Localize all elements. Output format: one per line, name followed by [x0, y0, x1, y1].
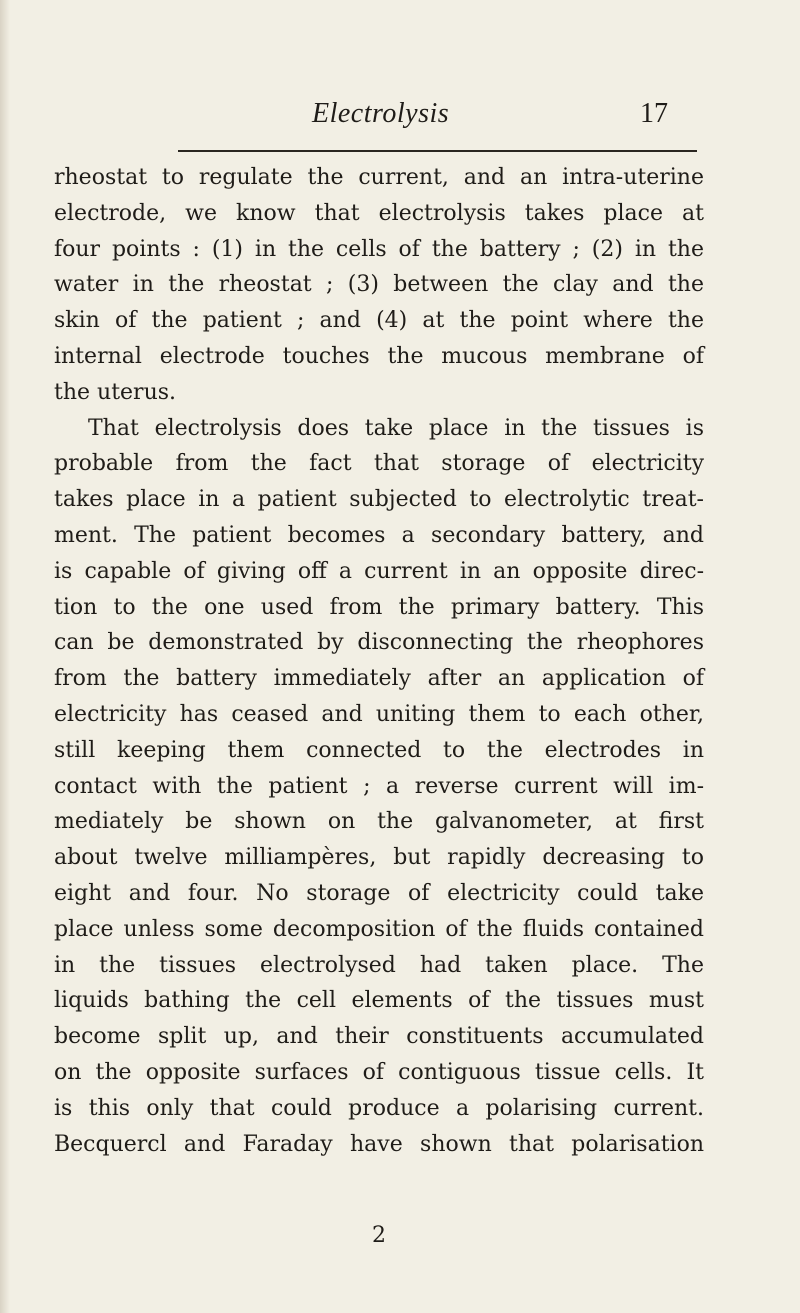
text-line: water in the rheostat ; (3) between the clay and the — [54, 272, 704, 298]
running-title: Electrolysis — [312, 98, 450, 129]
text-line: mediately be shown on the galvanometer, at first — [54, 809, 704, 835]
page-header — [0, 96, 800, 136]
text-line: takes place in a patient subjected to electrolytic treat- — [54, 487, 704, 513]
text-line: Becquercl and Faraday have shown that polarisation — [54, 1131, 704, 1157]
text-line: electricity has ceased and uniting them to each other, — [54, 701, 704, 727]
text-line: can be demonstrated by disconnecting the rheophores — [54, 630, 704, 656]
signature-mark: 2 — [372, 1223, 386, 1248]
text-line: about twelve milliampères, but rapidly decreasing to — [54, 845, 704, 871]
text-line: become split up, and their constituents accumulated — [54, 1024, 704, 1050]
text-line: liquids bathing the cell elements of the tissues must — [54, 988, 704, 1014]
text-line: the uterus. — [54, 379, 177, 405]
text-line: skin of the patient ; and (4) at the point where the — [54, 308, 704, 334]
text-line: ment. The patient becomes a secondary battery, and — [54, 522, 704, 548]
text-line: eight and four. No storage of electricity could take — [54, 880, 704, 906]
text-line: tion to the one used from the primary battery. This — [54, 594, 704, 620]
text-line: internal electrode touches the mucous membrane of — [54, 343, 704, 369]
text-line: place unless some decomposition of the fluids contained — [54, 916, 704, 942]
text-line: That electrolysis does take place in the tissues is — [88, 415, 704, 441]
text-line: contact with the patient ; a reverse current will im- — [54, 773, 704, 799]
text-line: electrode, we know that electrolysis takes place at — [54, 200, 704, 226]
text-line: probable from the fact that storage of electricity — [54, 451, 704, 477]
body-text — [54, 160, 704, 1248]
page-edge-shadow — [0, 0, 10, 1313]
text-line: four points : (1) in the cells of the battery ; (2) in the — [54, 236, 704, 262]
text-line: rheostat to regulate the current, and an intra-uterine — [54, 165, 704, 190]
page-number: 17 — [640, 98, 668, 129]
header-rule — [178, 150, 697, 152]
text-line: on the opposite surfaces of contiguous tissue cells. It — [54, 1059, 704, 1085]
text-line: in the tissues electrolysed had taken place. The — [54, 952, 704, 978]
text-line: still keeping them connected to the electrodes in — [54, 737, 704, 763]
text-line: is this only that could produce a polarising current. — [54, 1095, 704, 1121]
text-line: from the battery immediately after an application of — [54, 666, 704, 692]
text-line: is capable of giving off a current in an opposite direc- — [54, 558, 704, 584]
